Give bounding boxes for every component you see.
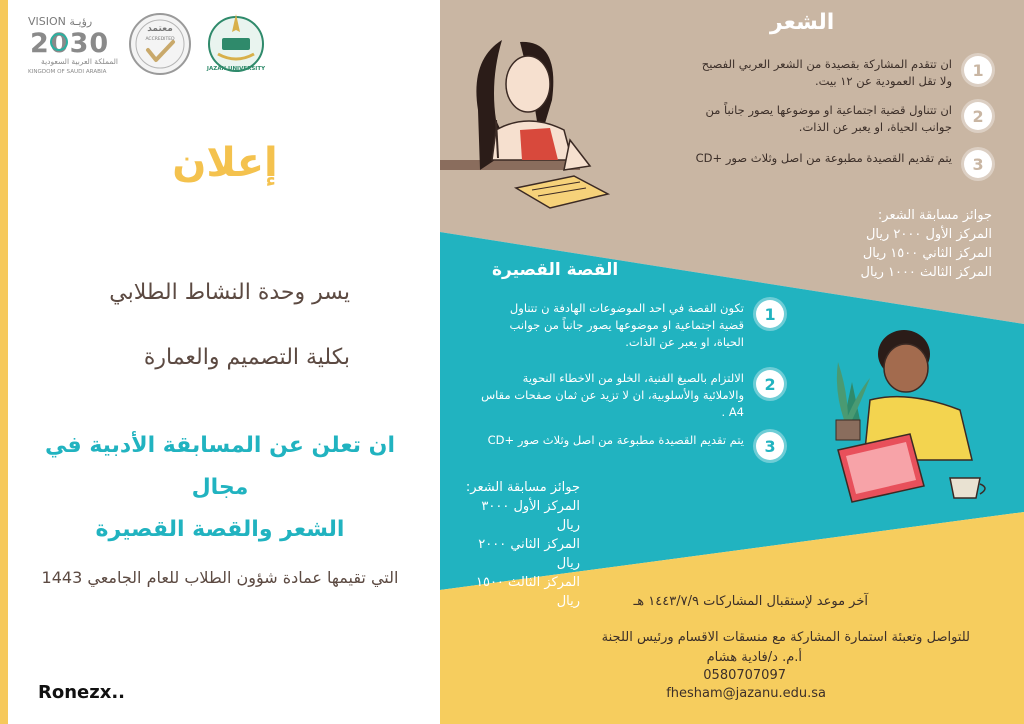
story-item-2-text	[481, 370, 744, 421]
competition-line-2: الشعر والقصة القصيرة	[95, 517, 345, 542]
accredited-seal-logo	[128, 12, 192, 76]
poetry-item-1-text	[702, 56, 952, 90]
contact-email[interactable]: fhesham@jazanu.edu.sa	[666, 686, 826, 701]
left-accent-strip	[0, 0, 8, 724]
signature: Ronezx..	[38, 682, 126, 703]
left-panel	[0, 0, 440, 724]
short-story-title: القصة القصيرة	[492, 260, 619, 280]
poetry-num-1: 1	[964, 56, 992, 84]
vision-logo-arabic: المملكة العربية السعودية	[41, 57, 118, 66]
story-prize-first: المركز الأول ٣٠٠٠ ريال	[481, 499, 580, 533]
accredited-text-en: ACCREDITED	[145, 37, 175, 42]
jazan-university-logo	[204, 8, 268, 78]
story-item-1-line-1: تكون القصة في احد الموضوعات الهادفة ن تتناول	[509, 301, 744, 315]
story-item-3-text	[488, 432, 744, 449]
story-num-1: 1	[756, 300, 784, 328]
poetry-prizes	[861, 206, 992, 282]
poetry-item-2-line-2: جوانب الحياة، او يعبر عن الذات.	[798, 120, 952, 134]
poetry-prizes-title: جوائز مسابقة الشعر:	[877, 208, 992, 223]
story-prize-second: المركز الثاني ٢٠٠٠ ريال	[478, 537, 580, 571]
poetry-num-3: 3	[964, 150, 992, 178]
vision-2030-logo	[26, 12, 120, 76]
story-prizes	[460, 478, 580, 611]
accredited-text-ar: معتمد	[147, 24, 173, 34]
unit-line: يسر وحدة النشاط الطلابي	[109, 280, 350, 305]
poetry-item-3-line-1: يتم تقديم القصيدة مطبوعة من اصل وثلاث صور +CD	[695, 151, 952, 165]
contact-phone: 0580707097	[703, 668, 786, 683]
announcement-title: إعلان	[172, 140, 278, 186]
poetry-item-2	[705, 102, 992, 136]
story-item-2-line-3: A4 .	[721, 405, 744, 419]
poetry-title: الشعر	[770, 10, 835, 35]
deadline-text: آخر موعد لإستقبال المشاركات ١٤٤٣/٧/٩ هـ	[633, 594, 868, 609]
story-item-1	[510, 300, 784, 351]
story-item-3-line-1: يتم تقديم القصيدة مطبوعة من اصل وثلاث صور +CD	[487, 433, 744, 447]
jazan-logo-text: JAZAN UNIVERSITY	[206, 66, 266, 72]
contact-text: للتواصل وتعبئة استمارة المشاركة مع منسقات الاقسام ورئيس اللجنة	[601, 630, 970, 645]
poetry-prize-third: المركز الثالث ١٠٠٠ ريال	[860, 265, 992, 280]
story-item-1-line-3: الحياة، او يعبر عن الذات.	[625, 335, 744, 349]
poetry-num-2: 2	[964, 102, 992, 130]
poetry-prize-second: المركز الثاني ١٥٠٠ ريال	[862, 246, 992, 261]
story-num-2: 2	[756, 370, 784, 398]
story-item-1-line-2: قضية اجتماعية او موضوعها يصور جانباً من جوانب	[509, 318, 744, 332]
competition-announcement	[20, 425, 420, 551]
vision-logo-text: VISION رؤيـة	[28, 15, 93, 28]
poetry-item-2-text	[705, 102, 952, 136]
poetry-item-3	[696, 150, 992, 178]
story-item-2-line-2: والاملائية والأسلوبية، ان لا تزيد عن ثمان صفحات مقاس	[481, 388, 744, 402]
poetry-item-1-line-2: ولا تقل العمودية عن ١٢ بيت.	[814, 74, 952, 88]
organizer-line: التي تقيمها عمادة شؤون الطلاب للعام الجامعي 1443	[41, 568, 399, 587]
vision-logo-english: KINGDOM OF SAUDI ARABIA	[28, 69, 107, 75]
story-num-3: 3	[756, 432, 784, 460]
poetry-item-1-line-1: ان تتقدم المشاركة بقصيدة من الشعر العربي الفصيح	[701, 57, 952, 71]
poetry-prize-first: المركز الأول ٢٠٠٠ ريال	[865, 227, 992, 242]
story-item-2	[481, 370, 784, 421]
story-item-1-text	[510, 300, 744, 351]
college-line: بكلية التصميم والعمارة	[143, 345, 350, 370]
poetry-item-3-text	[696, 150, 952, 167]
story-prize-third: المركز الثالث ١٥٠٠ ريال	[475, 575, 580, 609]
vision-logo-year: 2030	[30, 28, 110, 59]
contact-name: أ.م. د/فادية هشام	[706, 650, 802, 665]
story-item-2-line-1: الالتزام بالصيغ الفنية، الخلو من الاخطاء النحوية	[522, 371, 744, 385]
right-panel	[440, 0, 1024, 724]
poetry-item-2-line-1: ان تتناول قضية اجتماعية او موضوعها يصور جانباً من	[705, 103, 952, 117]
competition-line-1: ان تعلن عن المسابقة الأدبية في مجال	[45, 433, 395, 500]
story-prizes-title: جوائز مسابقة الشعر:	[465, 480, 580, 495]
story-item-3	[488, 432, 784, 460]
poetry-item-1	[702, 56, 992, 90]
